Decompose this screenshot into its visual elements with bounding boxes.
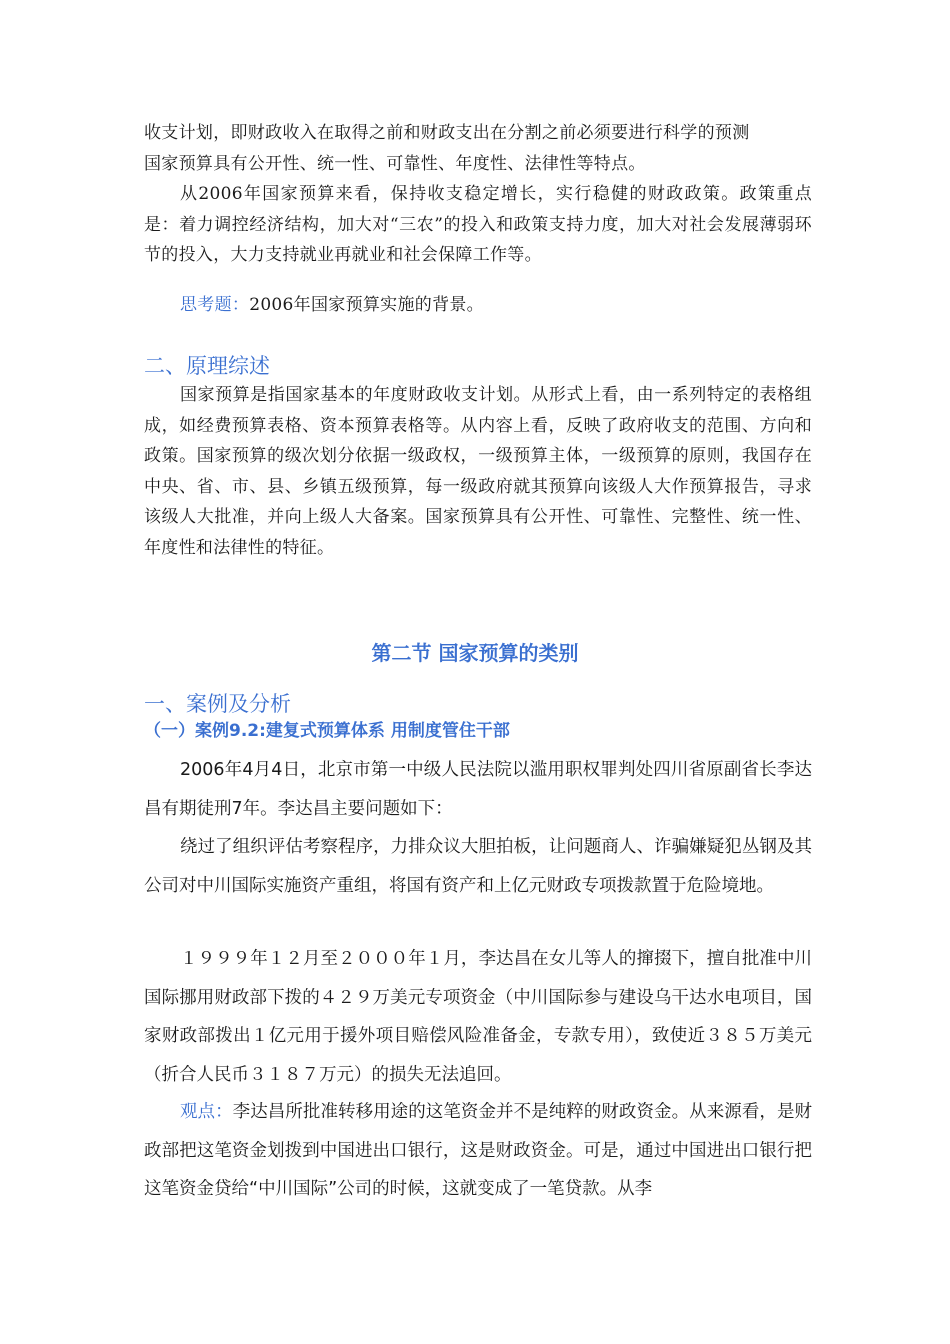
line-2: 国家预算具有公开性、统一性、可靠性、年度性、法律性等特点。	[144, 153, 646, 174]
case-paragraph-1: 2006年4月4日，北京市第一中级人民法院以滥用职权罪判处四川省原副省长李达昌有期徒刑7年。李达昌主要问题如下：	[144, 760, 812, 819]
section-heading-principles: 二、原理综述	[144, 354, 270, 378]
chapter-title: 第二节 国家预算的类别	[371, 641, 579, 665]
question-text: 2006年国家预算实施的背景。	[249, 295, 484, 315]
case-subheading: （一）案例9.2:建复式预算体系 用制度管住干部	[144, 721, 510, 741]
case-paragraph-3: １９９９年１２月至２０００年１月，李达昌在女儿等人的撺掇下，擅自批准中川国际挪用财政部下拨的４２９万美元专项资金（中川国际参与建设乌干达水电项目，国家财政部拨出１亿元用于援外项目赔偿风险准备金，专款专用），致使近３８５万美元（折合人民币３１８７万元）的损失无法追回。	[144, 949, 812, 1085]
viewpoint-text: 李达昌所批准转移用途的这笔资金并不是纯粹的财政资金。从来源看，是财政部把这笔资金划拨到中国进出口银行，这是财政资金。可是，通过中国进出口银行把这笔资金贷给“中川国际”公司的时候，这就变成了一笔贷款。从李	[144, 1102, 812, 1199]
viewpoint-label: 观点：	[180, 1102, 233, 1122]
paragraph-intro	[144, 118, 812, 179]
thinking-question	[144, 290, 812, 321]
viewpoint-paragraph	[144, 1093, 812, 1209]
line-1: 收支计划，即财政收入在取得之前和财政支出在分割之前必须要进行科学的预测	[144, 123, 750, 143]
question-label: 思考题：	[180, 295, 250, 315]
paragraph-2006-budget: 从2006年国家预算来看，保持收支稳定增长，实行稳健的财政政策。政策重点是：着力调控经济结构，加大对“三农”的投入和政策支持力度，加大对社会发展薄弱环节的投入，大力支持就业再就业和社会保障工作等。	[144, 184, 812, 265]
case-paragraph-2: 绕过了组织评估考察程序，力排众议大胆拍板，让问题商人、诈骗嫌疑犯丛钢及其公司对中川国际实施资产重组，将国有资产和上亿元财政专项拨款置于危险境地。	[144, 837, 812, 896]
paragraph-principles: 国家预算是指国家基本的年度财政收支计划。从形式上看，由一系列特定的表格组成，如经费预算表格、资本预算表格等。从内容上看，反映了政府收支的范围、方向和政策。国家预算的级次划分依据一级政权，一级预算主体，一级预算的原则，我国存在中央、省、市、县、乡镇五级预算，每一级政府就其预算向该级人大作预算报告，寻求该级人大批准，并向上级人大备案。国家预算具有公开性、可靠性、完整性、统一性、年度性和法律性的特征。	[144, 385, 812, 558]
section-heading-cases: 一、案例及分析	[144, 692, 291, 716]
